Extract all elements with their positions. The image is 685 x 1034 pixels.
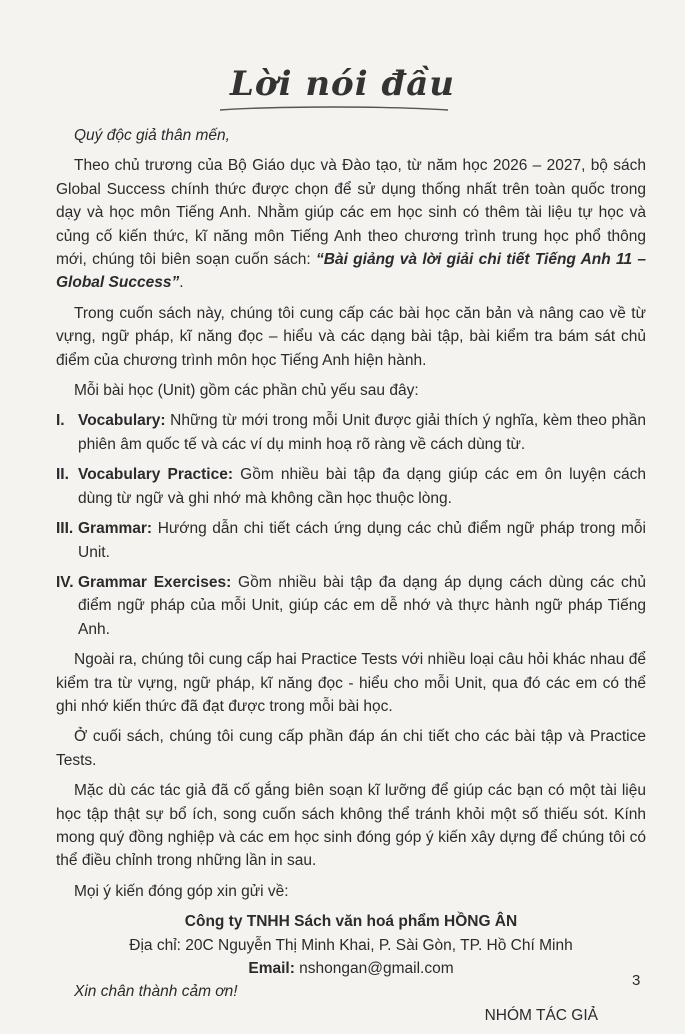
list-item	[56, 463, 646, 510]
paragraph-2: Trong cuốn sách này, chúng tôi cung cấp các bài học căn bản và nâng cao về từ vựng, ngữ pháp, kĩ năng đọc – hiểu và các dạng bài tập, bài kiểm tra bám sát chủ điểm của chương trình môn học Tiếng Anh hiện hành.	[56, 304, 646, 369]
paragraph-3: Mỗi bài học (Unit) gồm các phần chủ yếu sau đây:	[74, 382, 419, 400]
list-number: III.	[56, 520, 74, 538]
list-description: Gồm nhiều bài tập đa dạng áp dụng cách dùng các chủ điểm ngữ pháp của mỗi Unit, giúp các em dễ nhớ và thực hành ngữ pháp Tiếng Anh.	[78, 573, 647, 638]
list-description: Những từ mới trong mỗi Unit được giải thích ý nghĩa, kèm theo phần phiên âm quốc tế và các ví dụ minh hoạ rõ ràng về cách dùng từ.	[78, 412, 646, 453]
list-number: II.	[56, 466, 69, 484]
list-description: Gồm nhiều bài tập đa dạng giúp các em ôn luyện cách dùng từ ngữ và ghi nhớ mà không cần học thuộc lòng.	[78, 466, 647, 507]
company-name: Công ty TNHH Sách văn hoá phẩm HỒNG ÂN	[184, 913, 518, 931]
list-text	[78, 463, 646, 510]
paragraph-1-text: Theo chủ trương của Bộ Giáo dục và Đào tạo, từ năm học 2026 – 2027, bộ sách Global Success chính thức được chọn để sử dụng thống nhất trên toàn quốc trong dạy và học môn Tiếng Anh. Nhằm giúp các em học sinh có thêm tài liệu tự học và củng cố kiến thức, kĩ năng môn Tiếng Anh theo chương trình trung học phổ thông mới, chúng tôi biên soạn cuốn sách:	[56, 157, 646, 269]
page-title: Lời nói đầu	[229, 64, 455, 104]
company-address: Địa chỉ: 20C Nguyễn Thị Minh Khai, P. Sài Gòn, TP. Hồ Chí Minh	[129, 936, 573, 954]
list-description: Hướng dẫn chi tiết cách ứng dụng các chủ điểm ngữ pháp trong mỗi Unit.	[78, 520, 646, 561]
list-number: IV.	[56, 573, 74, 591]
paragraph-7: Mọi ý kiến đóng góp xin gửi về:	[74, 882, 289, 900]
list-text	[78, 571, 646, 641]
list-text	[78, 409, 646, 456]
paragraph-1-end: .	[179, 274, 184, 292]
preface-body	[56, 124, 646, 1034]
list-heading: Grammar Exercises:	[78, 573, 232, 591]
list-item	[56, 409, 646, 456]
signature: NHÓM TÁC GIẢ	[484, 1006, 598, 1024]
paragraph-1	[56, 154, 646, 294]
page-number: 3	[632, 972, 641, 989]
list-item	[56, 571, 646, 641]
company-email	[56, 957, 646, 980]
paragraph-5: Ở cuối sách, chúng tôi cung cấp phần đáp án chi tiết cho các bài tập và Practice Tests.	[56, 728, 646, 769]
closing-thanks: Xin chân thành cảm ơn!	[74, 983, 238, 1001]
list-heading: Grammar:	[78, 520, 153, 538]
list-number: I.	[56, 412, 65, 430]
title-flourish	[218, 104, 450, 114]
email-label: Email:	[248, 960, 295, 977]
book-title: “Bài giảng và lời giải chi tiết Tiếng Anh 11 – Global Success”	[56, 251, 647, 292]
list-heading: Vocabulary Practice:	[78, 466, 234, 484]
paragraph-6: Mặc dù các tác giả đã cố gắng biên soạn kĩ lưỡng để giúp các bạn có một tài liệu học tập thật sự bổ ích, song cuốn sách không thể tránh khỏi một số thiếu sót. Kính mong quý đồng nghiệp và các em học sinh đóng góp ý kiến xây dựng để chúng tôi có thể điều chỉnh trong những lần in sau.	[56, 782, 646, 870]
email-address: nshongan@gmail.com	[294, 960, 454, 977]
list-text	[78, 517, 646, 564]
list-heading: Vocabulary:	[78, 412, 166, 430]
paragraph-4: Ngoài ra, chúng tôi cung cấp hai Practice Tests với nhiều loại câu hỏi khác nhau để kiểm tra từ vựng, ngữ pháp, kĩ năng đọc - hiểu cho mỗi Unit, qua đó các em có thể ghi nhớ kiến thức đã đạt được trong mỗi bài học.	[56, 651, 646, 715]
greeting: Quý độc giả thân mến,	[74, 127, 230, 144]
list-item	[56, 517, 646, 564]
